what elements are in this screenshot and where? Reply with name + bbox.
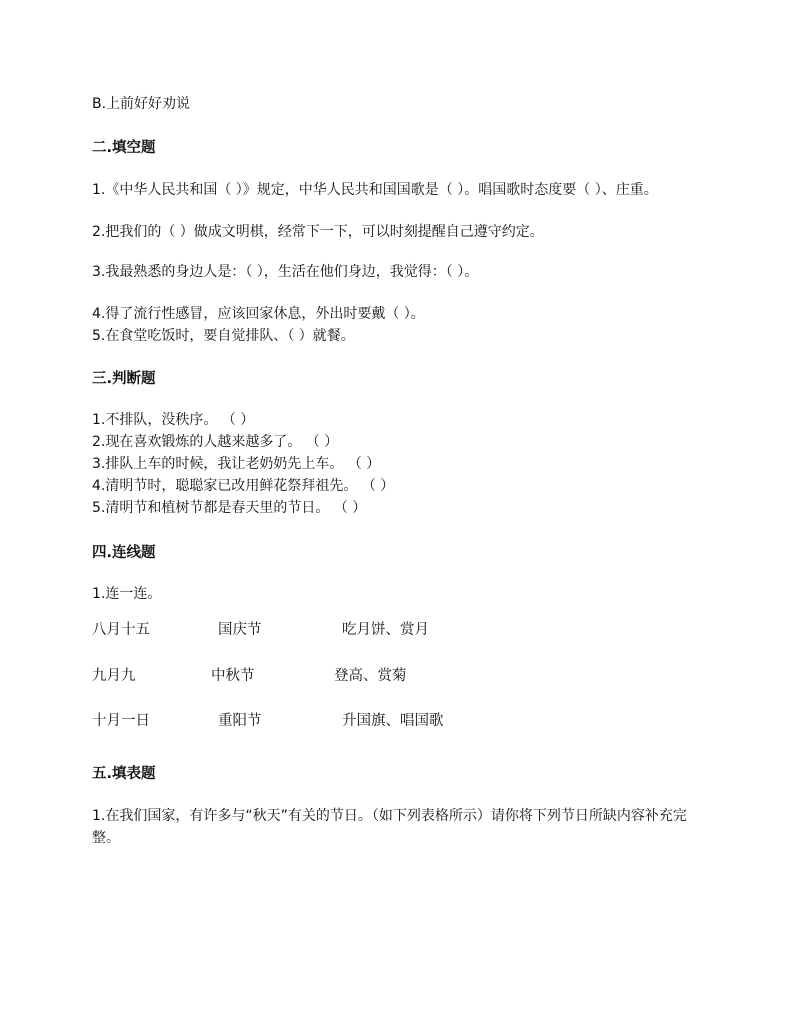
match-question-1: 1.连一连。	[92, 586, 162, 602]
fill-question-5: 5.在食堂吃饭时，要自觉排队、（ ）就餐。	[92, 328, 355, 344]
match-middle-item: 重阳节	[218, 713, 262, 729]
fill-question-3: 3.我最熟悉的身边人是：（ ），生活在他们身边，我觉得：（ ）。	[92, 264, 479, 280]
fill-question-1: 1.《中华人民共和国（ ）》规定，中华人民共和国国歌是（ ）。唱国歌时态度要（ ）、庄重。	[92, 182, 658, 198]
section-heading-true-false: 三.判断题	[92, 371, 156, 387]
match-right-item: 升国旗、唱国歌	[342, 713, 444, 729]
judge-question-3: 3.排队上车的时候，我让老奶奶先上车。 （ ）	[92, 456, 381, 472]
judge-question-5: 5.清明节和植树节都是春天里的节日。 （ ）	[92, 500, 367, 516]
match-left-item: 九月九	[92, 668, 136, 684]
match-middle-item: 国庆节	[218, 622, 262, 638]
match-right-item: 吃月饼、赏月	[342, 622, 429, 638]
option-b: B.上前好好劝说	[92, 96, 191, 112]
judge-question-2: 2.现在喜欢锻炼的人越来越多了。 （ ）	[92, 434, 339, 450]
fill-question-2: 2.把我们的（ ）做成文明棋，经常下一下，可以时刻提醒自己遵守约定。	[92, 224, 544, 240]
match-right-item: 登高、赏菊	[334, 668, 407, 684]
section-heading-matching: 四.连线题	[92, 545, 156, 561]
judge-question-1: 1.不排队，没秩序。 （ ）	[92, 412, 255, 428]
table-question-1: 1.在我们国家，有许多与“秋天”有关的节日。（如下列表格所示）请你将下列节日所缺内容补充完整。	[92, 808, 687, 846]
match-left-item: 十月一日	[92, 713, 150, 729]
match-left-item: 八月十五	[92, 622, 150, 638]
fill-question-4: 4.得了流行性感冒，应该回家休息，外出时要戴（ ）。	[92, 306, 425, 322]
match-middle-item: 中秋节	[211, 668, 255, 684]
judge-question-4: 4.清明节时，聪聪家已改用鲜花祭拜祖先。 （ ）	[92, 478, 395, 494]
section-heading-table: 五.填表题	[92, 766, 156, 782]
section-heading-fill-in: 二.填空题	[92, 140, 156, 156]
